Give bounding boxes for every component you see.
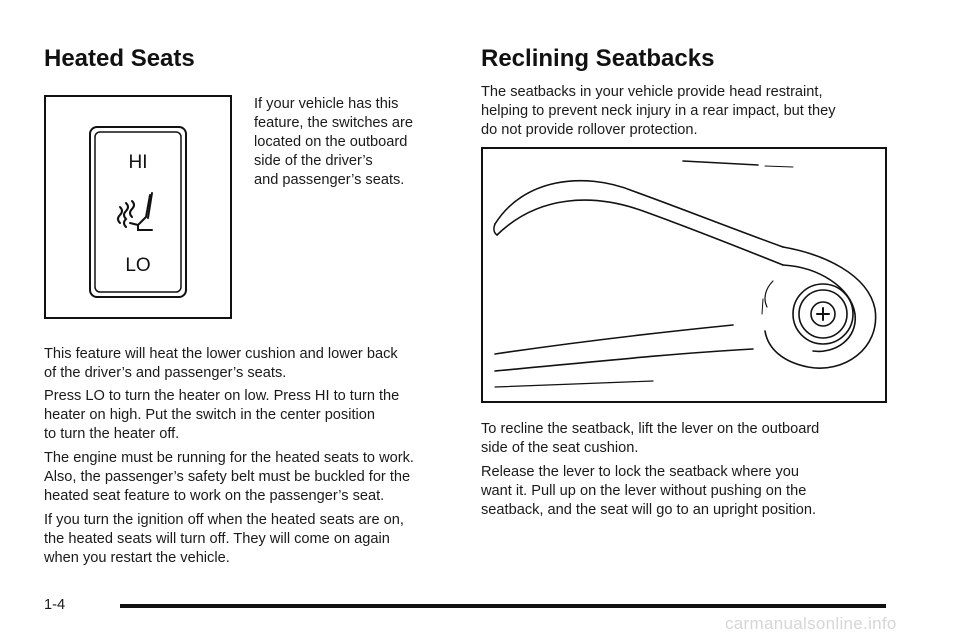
- footer-rule: [120, 604, 886, 608]
- heated-seat-switch-figure: [44, 95, 232, 319]
- heated-seat-icon: [118, 193, 152, 230]
- reclining-paragraph-2: To recline the seatback, lift the lever on the outboard side of the seat cushion.: [481, 421, 820, 456]
- reclining-paragraph-3: Release the lever to lock the seatback where you want it. Pull up on the lever without pushing on the seatback, and the seat will go to an upright position.: [481, 464, 817, 518]
- reclining-seatbacks-title: Reclining Seatbacks: [481, 45, 715, 72]
- heated-seat-switch-illustration: [46, 97, 230, 317]
- reclining-paragraph-1: The seatbacks in your vehicle provide head restraint, helping to prevent neck injury in a rear impact, but they do not provide rollover protection.: [481, 84, 836, 138]
- seatback-lever-figure: [481, 147, 887, 403]
- heated-seats-paragraph-4: If you turn the ignition off when the heated seats are on, the heated seats will turn off. They will come on again when you restart the vehicle.: [44, 512, 404, 566]
- heated-seats-intro: If your vehicle has this feature, the switches are located on the outboard side of the driver’s and passenger’s seats.: [254, 96, 413, 188]
- switch-hi-label: HI: [128, 152, 148, 173]
- heated-seats-paragraph-2: Press LO to turn the heater on low. Press HI to turn the heater on high. Put the switch in the center position to turn the heater off.: [44, 388, 400, 442]
- watermark: carmanualsonline.info: [725, 614, 897, 633]
- seatback-lever-illustration: [483, 149, 885, 401]
- heated-seats-paragraph-1: This feature will heat the lower cushion and lower back of the driver’s and passenger’s seats.: [44, 346, 398, 381]
- heated-seats-title: Heated Seats: [44, 45, 195, 72]
- page-number: 1-4: [44, 597, 66, 613]
- heated-seats-paragraph-3: The engine must be running for the heated seats to work. Also, the passenger’s safety belt must be buckled for the heated seat feature to work on the passenger’s seat.: [44, 450, 414, 504]
- switch-lo-label: LO: [125, 255, 151, 276]
